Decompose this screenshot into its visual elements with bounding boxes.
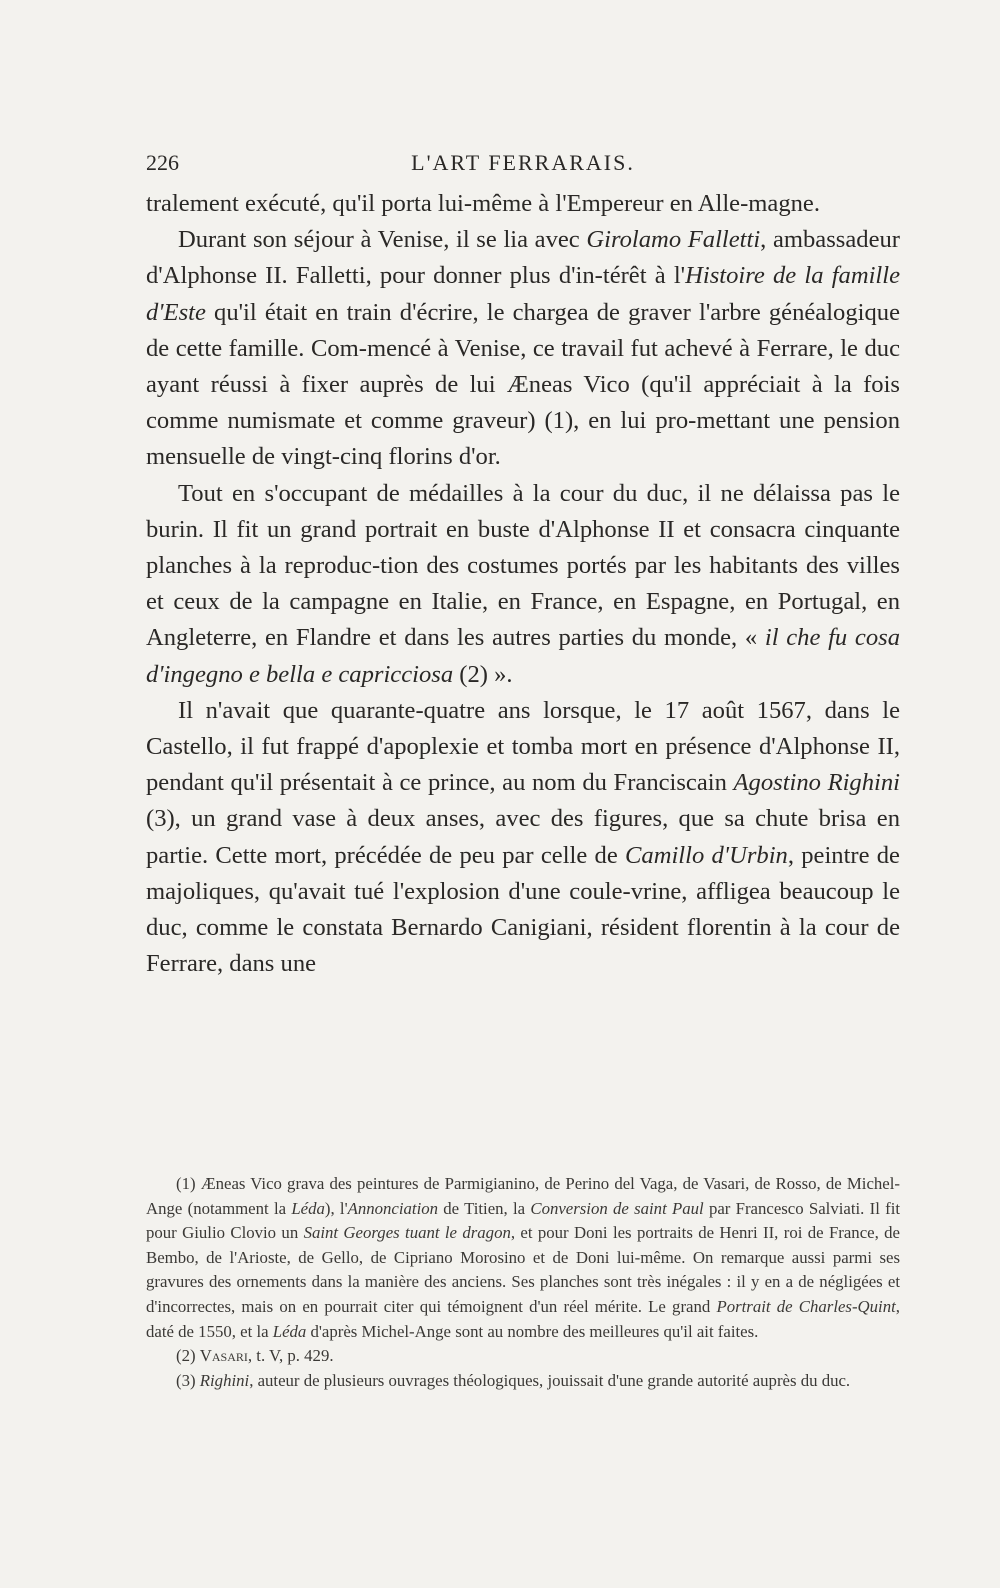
footnote-1-text-7: d'après Michel-Ange sont au nombre des meilleures qu'il ait faites. bbox=[306, 1321, 759, 1341]
footnote-1-text-4: par Francesco Salviati. Il fit pour Giulio Clovio un bbox=[146, 1198, 901, 1243]
footnote-1-italic-5: Portrait de Charles-Quint bbox=[716, 1296, 896, 1316]
paragraph-2-text-2: , ambassadeur d'Alphonse II. Falletti, pour donner plus d'in-térêt à l' bbox=[146, 226, 900, 290]
footnote-2-text-1: (2) bbox=[176, 1346, 200, 1366]
footnote-1-text-1: (1) Æneas Vico grava des peintures de Parmigianino, de Perino del Vaga, de Vasari, de Rosso, de Michel-Ange (notamment la bbox=[146, 1174, 900, 1218]
footnote-2-smallcaps: Vasari bbox=[199, 1346, 248, 1366]
paragraph-3-italic-1: il che fu cosa d'ingegno e bella e capricciosa bbox=[146, 624, 900, 688]
paragraph-1-text: tralement exécuté, qu'il porta lui-même à l'Empereur en Alle-magne. bbox=[146, 190, 820, 217]
paragraph-4-italic-1: Agostino Righini bbox=[733, 769, 900, 797]
paragraph-3 bbox=[146, 476, 900, 693]
page-header bbox=[146, 150, 900, 184]
footnote-1-italic-2: Annonciation bbox=[347, 1198, 439, 1218]
paragraph-4 bbox=[146, 693, 900, 983]
footnote-1-text-2: ), l' bbox=[324, 1198, 348, 1218]
paragraph-2-text-1: Durant son séjour à Venise, il se lia avec bbox=[178, 226, 587, 254]
footnote-1-italic-1: Léda bbox=[291, 1198, 325, 1218]
footnote-3-italic-1: Righini bbox=[199, 1370, 250, 1390]
paragraph-1 bbox=[146, 186, 900, 222]
footnote-1-text-5: , et pour Doni les portraits de Henri II, roi de France, de Bembo, de l'Arioste, de Gello, de Cipriano Morosino et de Doni lui-même. On remarque aussi parmi ses gravures des ornements dans la manière des anciens. Ses planches sont très inégales : il y en a de négligées et d'incorrectes, mais on en pourrait citer qui témoignent d'un réel mérite. Le grand bbox=[146, 1223, 900, 1316]
footnote-1-italic-6: Léda bbox=[272, 1321, 307, 1341]
paragraph-4-text-2: (3), un grand vase à deux anses, avec des figures, que sa chute brisa en partie. Cette mort, précédée de peu par celle de bbox=[146, 805, 900, 869]
footnote-2 bbox=[146, 1344, 900, 1369]
footnote-3-text-2: , auteur de plusieurs ouvrages théologiques, jouissait d'une grande autorité auprès du duc. bbox=[249, 1370, 851, 1390]
footnote-1 bbox=[146, 1172, 900, 1344]
paragraph-2-italic-2: Histoire de la famille d'Este bbox=[146, 262, 901, 326]
paragraph-2-italic-1: Girolamo Falletti bbox=[586, 226, 761, 254]
footnote-2-text-2: , t. V, p. 429. bbox=[247, 1346, 334, 1366]
paragraph-2-text-3: qu'il était en train d'écrire, le chargea de graver l'arbre généalogique de cette famille. Com-mencé à Venise, ce travail fut achevé à Ferrare, le duc ayant réussi à fixer auprès de lui Æneas Vico (qu'il appréciait à la fois comme numismate et comme graveur) (1), en lui pro-mettant une pension mensuelle de vingt-cinq florins d'or. bbox=[146, 298, 900, 471]
footnote-3-text-1: (3) bbox=[176, 1370, 200, 1390]
page-number: 226 bbox=[146, 150, 179, 175]
paragraph-4-text-1: Il n'avait que quarante-quatre ans lorsque, le 17 août 1567, dans le Castello, il fut frappé d'apoplexie et tomba mort en présence d'Alphonse II, pendant qu'il présentait à ce prince, au nom du Franciscain bbox=[146, 696, 900, 797]
main-text bbox=[146, 186, 900, 982]
paragraph-2 bbox=[146, 222, 900, 475]
paragraph-3-text-2: (2) ». bbox=[453, 660, 513, 688]
paragraph-3-text-1: Tout en s'occupant de médailles à la cour du duc, il ne délaissa pas le burin. Il fit un grand portrait en buste d'Alphonse II et consacra cinquante planches à la reproduc-tion des costumes portés par les habitants des villes et ceux de la campagne en Italie, en France, en Espagne, en Portugal, en Angleterre, en Flandre et dans les autres parties du monde, « bbox=[146, 479, 900, 652]
paragraph-4-italic-2: Camillo d'Urbin bbox=[625, 841, 788, 869]
footnote-1-text-6: , daté de 1550, et la bbox=[146, 1296, 900, 1341]
footnote-1-text-3: de Titien, la bbox=[438, 1198, 531, 1218]
footnotes bbox=[146, 1172, 900, 1393]
paragraph-4-text-3: , peintre de majoliques, qu'avait tué l'explosion d'une coule-vrine, affligea beaucoup le duc, comme le constata Bernardo Canigiani, résident florentin à la cour de Ferrare, dans une bbox=[146, 841, 900, 978]
running-title: L'ART FERRARAIS. bbox=[411, 150, 635, 175]
footnote-1-italic-4: Saint Georges tuant le dragon bbox=[303, 1223, 511, 1243]
footnote-3 bbox=[146, 1369, 900, 1394]
footnote-1-italic-3: Conversion de saint Paul bbox=[530, 1198, 704, 1218]
